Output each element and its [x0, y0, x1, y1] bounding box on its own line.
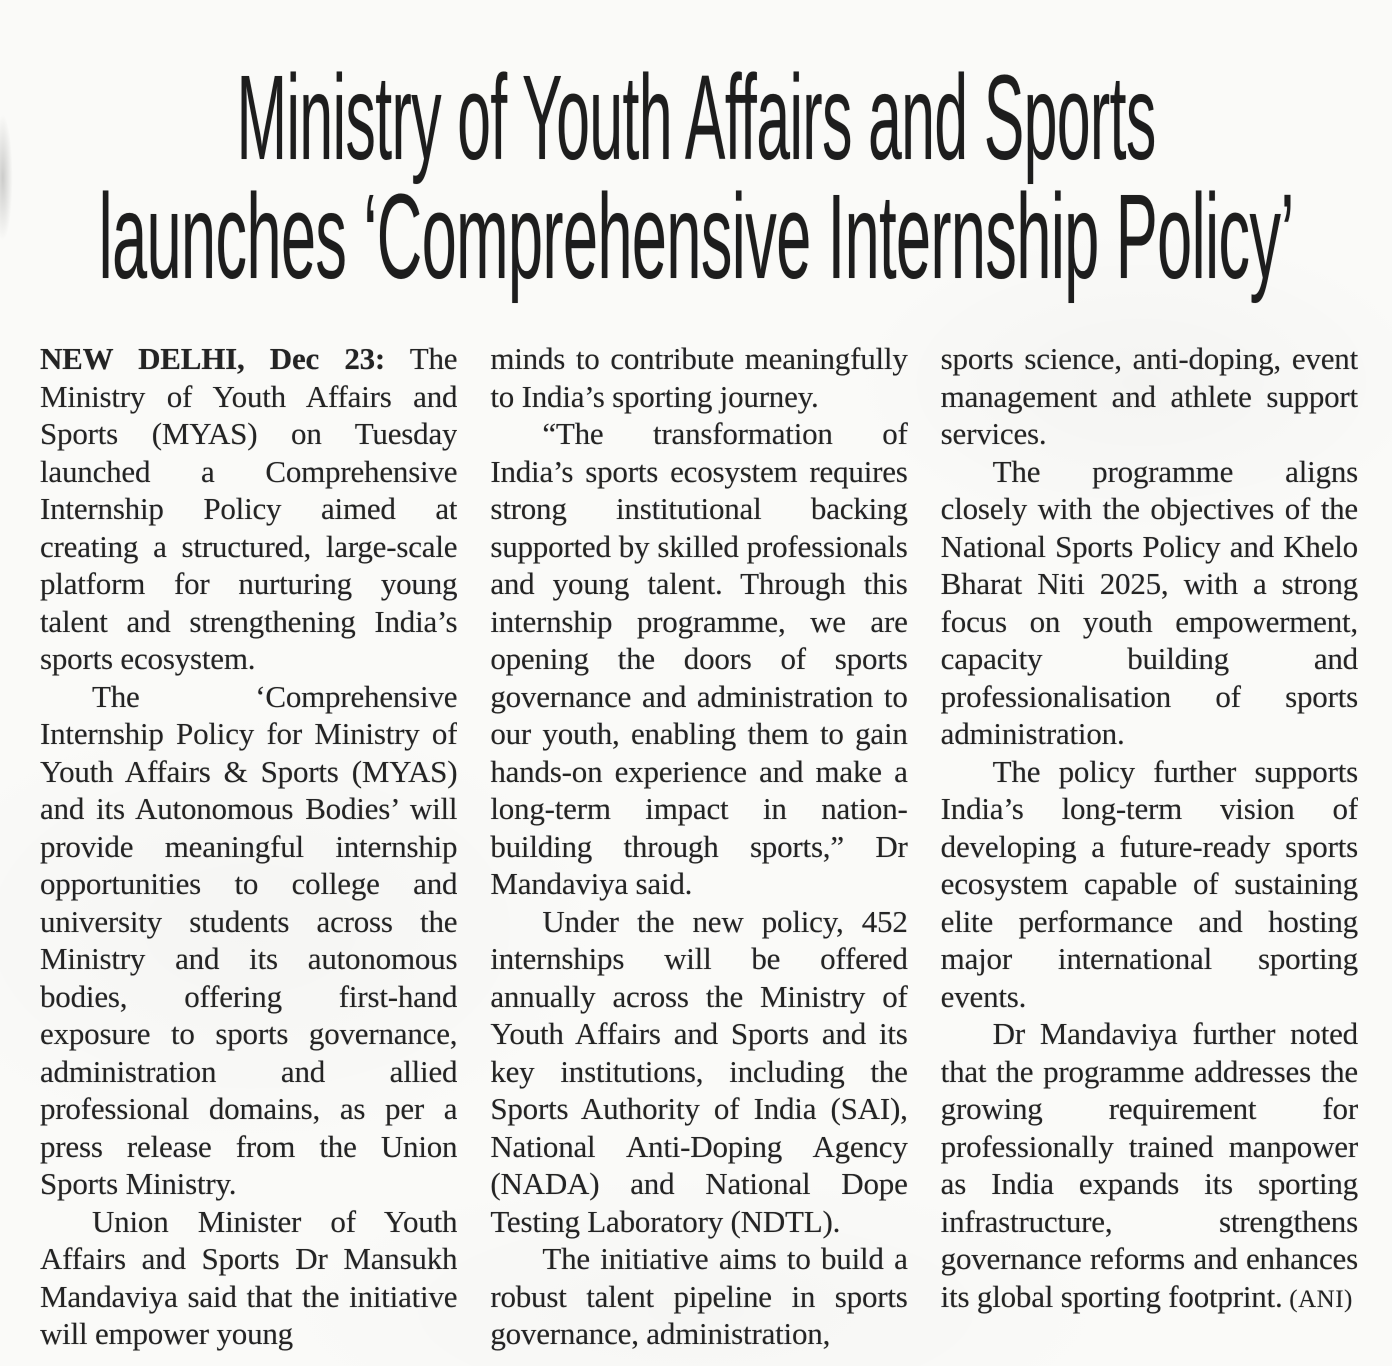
paragraph-continuation: minds to contribute meaningfully to India’s sporting journey. — [490, 341, 908, 414]
article-headline — [0, 0, 1392, 304]
paragraph: Under the new policy, 452 internships will be offered annually across the Ministry of Youth Affairs and Sports and its key institutions, including the Sports Authority of India (SAI), National Anti-Doping Agency (NADA) and National Dope Testing Laboratory (NDTL). — [490, 903, 908, 1239]
article-column-1 — [40, 340, 457, 1364]
paragraph-dateline — [40, 340, 457, 678]
paragraph-text: The Ministry of Youth Affairs and Sports (MYAS) on Tuesday launched a Comprehensive Internship Policy aimed at creating a structured, large-scale platform for nurturing young talent and strengthening India’s sports ecosystem. — [40, 341, 458, 676]
paragraph: The policy further supports India’s long-term vision of developing a future-ready sports ecosystem capable of sustaining elite performance and hosting major international sporting events. — [940, 753, 1358, 1014]
paragraph: The programme aligns closely with the objectives of the National Sports Policy and Khelo Bharat Niti 2025, with a strong focus on youth empowerment, capacity building and professionalisation of sports administration. — [940, 453, 1358, 751]
paragraph: The ‘Comprehensive Internship Policy for Ministry of Youth Affairs & Sports (MYAS) and its Autonomous Bodies’ will provide meaningful internship opportunities to college and university students across the Ministry and its autonomous bodies, offering first-hand exposure to sports governance, administration and allied professional domains, as per a press release from the Union Sports Ministry. — [40, 678, 458, 1201]
article-column-2 — [490, 340, 907, 1364]
article-body — [0, 340, 1392, 1364]
dateline: NEW DELHI, Dec 23: — [40, 341, 386, 376]
headline-line-2: launches ‘Comprehensive Internship Policy’ — [98, 168, 1294, 304]
paragraph-text: Dr Mandaviya further noted that the programme addresses the growing requirement for professionally trained manpower as India expands its sporting infrastructure, strengthens governance reforms and enhances its global sporting footprint. — [940, 1016, 1358, 1314]
news-agency-credit: (ANI) — [1282, 1285, 1353, 1313]
paragraph: The initiative aims to build a robust talent pipeline in sports governance, administration, — [490, 1241, 908, 1351]
paragraph: Union Minister of Youth Affairs and Sports Dr Mansukh Mandaviya said that the initiative will empower young — [40, 1203, 458, 1351]
article-column-3 — [941, 340, 1358, 1364]
headline-row-1 — [0, 49, 1392, 185]
paragraph-closing — [941, 1015, 1358, 1318]
headline-row-2 — [0, 168, 1392, 304]
headline-line-1: Ministry of Youth Affairs and Sports — [236, 49, 1156, 185]
paragraph-quote: “The transformation of India’s sports ecosystem requires strong institutional backing supported by skilled professionals and young talent. Through this internship programme, we are opening the doors of sports governance and administration to our youth, enabling them to gain hands-on experience and make a long-term impact in nation-building through sports,” Dr Mandaviya said. — [490, 416, 908, 901]
paragraph-continuation: sports science, anti-doping, event management and athlete support services. — [940, 341, 1358, 451]
